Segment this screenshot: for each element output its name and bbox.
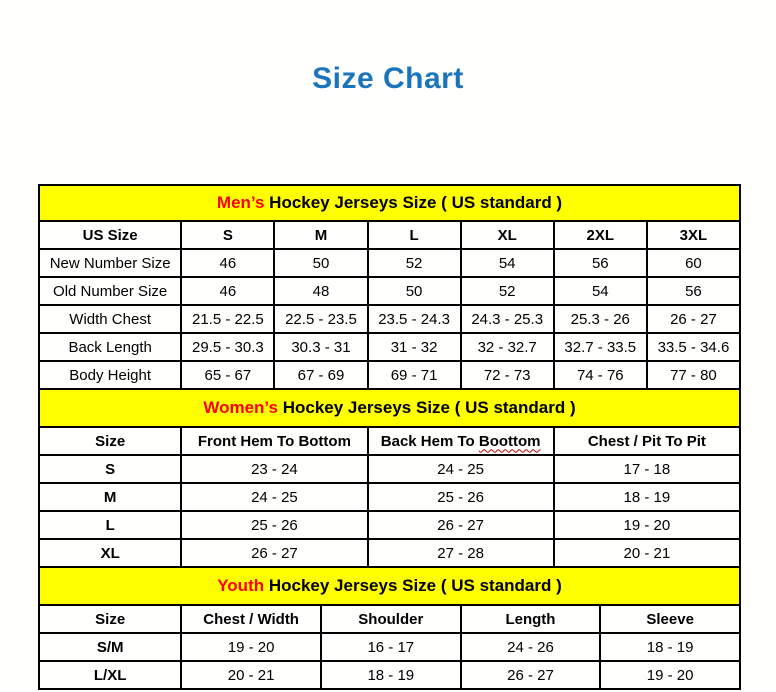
column-header-cell: XL bbox=[461, 221, 554, 249]
table-row bbox=[39, 333, 740, 361]
size-value-cell: 33.5 - 34.6 bbox=[647, 333, 740, 361]
size-value-cell: 21.5 - 22.5 bbox=[181, 305, 274, 333]
row-label-cell: XL bbox=[39, 539, 181, 567]
row-label-cell: Width Chest bbox=[39, 305, 181, 333]
size-value-cell: 26 - 27 bbox=[647, 305, 740, 333]
row-label-cell: New Number Size bbox=[39, 249, 181, 277]
table-row bbox=[39, 483, 740, 511]
size-value-cell: 26 - 27 bbox=[461, 661, 601, 689]
size-value-cell: 18 - 19 bbox=[600, 633, 740, 661]
size-value-cell: 60 bbox=[647, 249, 740, 277]
size-value-cell: 46 bbox=[181, 249, 274, 277]
column-header-cell: S bbox=[181, 221, 274, 249]
table-row bbox=[39, 633, 740, 661]
column-header-cell: Shoulder bbox=[321, 605, 461, 633]
size-value-cell: 74 - 76 bbox=[554, 361, 647, 389]
column-header-cell: Size bbox=[39, 427, 181, 455]
column-header-cell: Size bbox=[39, 605, 181, 633]
row-label-cell: L/XL bbox=[39, 661, 181, 689]
size-value-cell: 20 - 21 bbox=[181, 661, 321, 689]
size-value-cell: 26 - 27 bbox=[368, 511, 554, 539]
youth-size-table bbox=[38, 604, 741, 690]
womens-size-table bbox=[38, 426, 741, 568]
column-header-cell: 2XL bbox=[554, 221, 647, 249]
size-chart-table-stack bbox=[38, 184, 741, 690]
page-title: Size Chart bbox=[312, 62, 464, 95]
column-header-cell: Chest / Pit To Pit bbox=[554, 427, 740, 455]
size-value-cell: 69 - 71 bbox=[368, 361, 461, 389]
column-header-row bbox=[39, 605, 740, 633]
size-value-cell: 24 - 25 bbox=[368, 455, 554, 483]
column-header-cell: 3XL bbox=[647, 221, 740, 249]
youth-caption-highlight: Youth bbox=[217, 576, 265, 595]
table-row bbox=[39, 249, 740, 277]
size-value-cell: 29.5 - 30.3 bbox=[181, 333, 274, 361]
size-value-cell: 24 - 26 bbox=[461, 633, 601, 661]
size-value-cell: 32.7 - 33.5 bbox=[554, 333, 647, 361]
mens-caption-text: Hockey Jerseys Size ( US standard ) bbox=[264, 193, 563, 212]
column-header-row bbox=[39, 221, 740, 249]
row-label-cell: S/M bbox=[39, 633, 181, 661]
size-value-cell: 19 - 20 bbox=[181, 633, 321, 661]
column-header-cell bbox=[368, 427, 554, 455]
size-value-cell: 22.5 - 23.5 bbox=[274, 305, 367, 333]
size-value-cell: 50 bbox=[368, 277, 461, 305]
column-header-cell: Chest / Width bbox=[181, 605, 321, 633]
size-value-cell: 67 - 69 bbox=[274, 361, 367, 389]
size-value-cell: 77 - 80 bbox=[647, 361, 740, 389]
size-value-cell: 32 - 32.7 bbox=[461, 333, 554, 361]
size-value-cell: 30.3 - 31 bbox=[274, 333, 367, 361]
size-value-cell: 56 bbox=[647, 277, 740, 305]
youth-size-section bbox=[38, 568, 741, 690]
column-header-cell: Length bbox=[461, 605, 601, 633]
size-chart-page bbox=[0, 62, 776, 692]
size-value-cell: 18 - 19 bbox=[321, 661, 461, 689]
size-value-cell: 19 - 20 bbox=[600, 661, 740, 689]
size-value-cell: 46 bbox=[181, 277, 274, 305]
size-value-cell: 26 - 27 bbox=[181, 539, 367, 567]
size-value-cell: 24 - 25 bbox=[181, 483, 367, 511]
column-header-cell: M bbox=[274, 221, 367, 249]
row-label-cell: S bbox=[39, 455, 181, 483]
size-value-cell: 25 - 26 bbox=[368, 483, 554, 511]
size-value-cell: 48 bbox=[274, 277, 367, 305]
column-header-cell: Sleeve bbox=[600, 605, 740, 633]
youth-section-caption bbox=[38, 568, 741, 604]
row-label-cell: L bbox=[39, 511, 181, 539]
row-label-cell: Back Length bbox=[39, 333, 181, 361]
size-value-cell: 54 bbox=[554, 277, 647, 305]
mens-section-caption bbox=[38, 184, 741, 220]
size-value-cell: 52 bbox=[368, 249, 461, 277]
size-value-cell: 20 - 21 bbox=[554, 539, 740, 567]
size-value-cell: 17 - 18 bbox=[554, 455, 740, 483]
column-header-row bbox=[39, 427, 740, 455]
row-label-cell: Old Number Size bbox=[39, 277, 181, 305]
size-value-cell: 16 - 17 bbox=[321, 633, 461, 661]
size-value-cell: 50 bbox=[274, 249, 367, 277]
size-value-cell: 72 - 73 bbox=[461, 361, 554, 389]
size-value-cell: 18 - 19 bbox=[554, 483, 740, 511]
column-header-cell: L bbox=[368, 221, 461, 249]
row-label-cell: M bbox=[39, 483, 181, 511]
size-value-cell: 19 - 20 bbox=[554, 511, 740, 539]
womens-size-section bbox=[38, 390, 741, 568]
mens-caption-highlight: Men’s bbox=[216, 193, 265, 212]
table-row bbox=[39, 455, 740, 483]
size-value-cell: 56 bbox=[554, 249, 647, 277]
column-header-cell: Front Hem To Bottom bbox=[181, 427, 367, 455]
table-row bbox=[39, 361, 740, 389]
table-row bbox=[39, 277, 740, 305]
size-value-cell: 52 bbox=[461, 277, 554, 305]
size-value-cell: 54 bbox=[461, 249, 554, 277]
size-value-cell: 23.5 - 24.3 bbox=[368, 305, 461, 333]
womens-caption-highlight: Women’s bbox=[203, 398, 278, 417]
womens-caption-text: Hockey Jerseys Size ( US standard ) bbox=[277, 398, 576, 417]
header-text: Back Hem To bbox=[380, 432, 479, 450]
size-value-cell: 23 - 24 bbox=[181, 455, 367, 483]
table-row bbox=[39, 305, 740, 333]
womens-section-caption bbox=[38, 390, 741, 426]
size-value-cell: 27 - 28 bbox=[368, 539, 554, 567]
size-value-cell: 25 - 26 bbox=[181, 511, 367, 539]
size-value-cell: 31 - 32 bbox=[368, 333, 461, 361]
table-row bbox=[39, 511, 740, 539]
size-value-cell: 65 - 67 bbox=[181, 361, 274, 389]
youth-caption-text: Hockey Jerseys Size ( US standard ) bbox=[264, 576, 562, 595]
table-row bbox=[39, 661, 740, 689]
size-value-cell: 25.3 - 26 bbox=[554, 305, 647, 333]
size-value-cell: 24.3 - 25.3 bbox=[461, 305, 554, 333]
mens-size-section bbox=[38, 184, 741, 390]
column-header-cell: US Size bbox=[39, 221, 181, 249]
misspelled-word: Boottom bbox=[478, 432, 541, 450]
table-row bbox=[39, 539, 740, 567]
row-label-cell: Body Height bbox=[39, 361, 181, 389]
mens-size-table bbox=[38, 220, 741, 390]
